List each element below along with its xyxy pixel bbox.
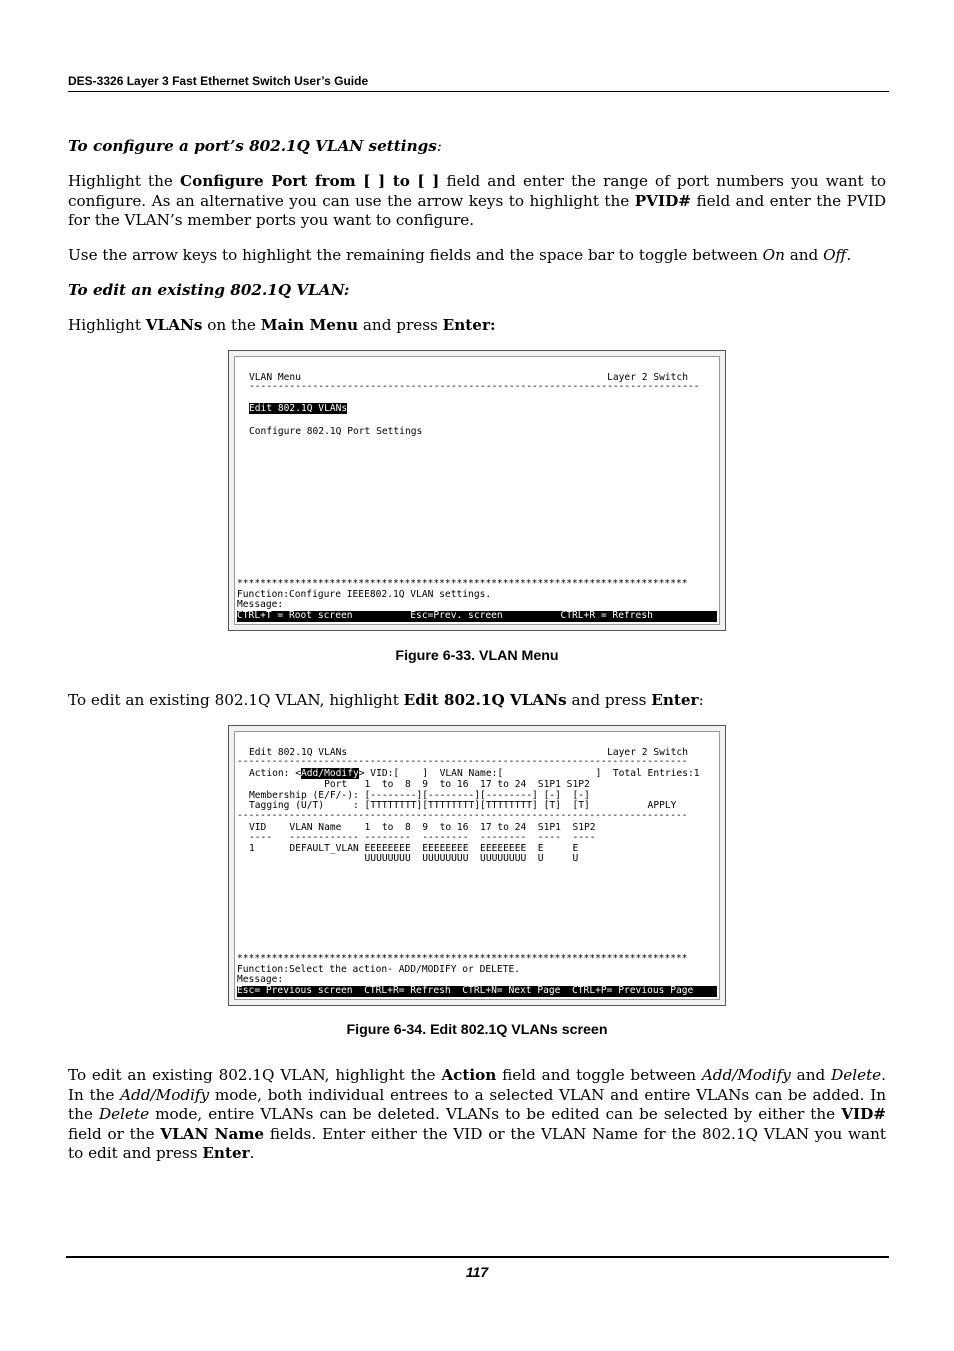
text-run: and press bbox=[358, 316, 443, 334]
bold-run: VLAN Name bbox=[160, 1124, 265, 1143]
text-run: on the bbox=[202, 316, 261, 334]
terminal-screen bbox=[234, 356, 720, 625]
menu-item-configure-port-settings[interactable]: Configure 802.1Q Port Settings bbox=[249, 426, 423, 437]
italic-run: Add/Modify bbox=[701, 1066, 791, 1084]
screen-title: VLAN Menu Layer 2 Switch bbox=[249, 372, 688, 383]
figure-caption-6-34: Figure 6-34. Edit 802.1Q VLANs screen bbox=[346, 1022, 608, 1038]
text-run: field and toggle between bbox=[496, 1066, 702, 1084]
bold-run: Enter: bbox=[442, 316, 496, 334]
heading-text: To configure a port’s 802.1Q VLAN settings bbox=[68, 137, 437, 155]
dash-separator: ------------------------------------------------------------------------------ bbox=[237, 756, 688, 767]
heading-colon: : bbox=[436, 137, 442, 155]
figure-caption-6-33: Figure 6-33. VLAN Menu bbox=[395, 648, 559, 664]
text-run: and press bbox=[566, 691, 652, 709]
text-run: mode, entire VLANs can be deleted. VLANs to be edited can be selected by either the bbox=[149, 1105, 842, 1123]
text-run: field and enter the PVID for the VLAN’s member ports you want to configure. bbox=[68, 191, 886, 229]
status-bar: CTRL+T = Root screen Esc=Prev. screen CTRL+R = Refresh bbox=[237, 611, 717, 622]
screen-title: Edit 802.1Q VLANs Layer 2 Switch bbox=[249, 747, 688, 758]
dash-separator: ------------------------------------------------------------------------------ bbox=[237, 810, 688, 821]
menu-item-label: Edit 802.1Q VLANs bbox=[249, 403, 348, 414]
bold-run: VID# bbox=[841, 1105, 887, 1123]
text-run: . In the bbox=[68, 1066, 886, 1104]
table-row-tagging: UUUUUUUU UUUUUUUU UUUUUUUU U U bbox=[249, 853, 579, 864]
vlan-table-header: VID VLAN Name 1 to 8 9 to 16 17 to 24 S1P1 S1P2 bbox=[249, 822, 596, 833]
paragraph-action-field bbox=[68, 1066, 886, 1164]
status-bar: Esc= Previous screen CTRL+R= Refresh CTRL+N= Next Page CTRL+P= Previous Page bbox=[237, 986, 717, 997]
page-number: 117 bbox=[465, 1264, 489, 1280]
vid-vlan-name-fields[interactable]: > VID:[ ] VLAN Name:[ ] Total Entries:1 bbox=[358, 768, 700, 779]
star-separator: ****************************************************************************** bbox=[237, 953, 688, 964]
paragraph-highlight-vlans bbox=[68, 316, 886, 336]
running-header: DES-3326 Layer 3 Fast Ethernet Switch User’s Guide bbox=[68, 74, 369, 88]
italic-run: Add/Modify bbox=[120, 1085, 210, 1104]
text-run: and bbox=[790, 1066, 832, 1084]
menu-item-edit-802-1q-vlans[interactable] bbox=[249, 404, 347, 415]
text-run: field or the bbox=[68, 1124, 161, 1143]
star-separator: ****************************************************************************** bbox=[237, 578, 688, 589]
text-run: . bbox=[249, 1144, 255, 1162]
paragraph-configure-port bbox=[68, 172, 886, 231]
text-run: . bbox=[846, 246, 852, 264]
text-run: Highlight bbox=[68, 316, 146, 334]
table-row[interactable]: 1 DEFAULT_VLAN EEEEEEEE EEEEEEEE EEEEEEEE E E bbox=[249, 843, 579, 854]
italic-run: Delete bbox=[98, 1105, 150, 1123]
terminal-screen bbox=[234, 731, 720, 1000]
bold-run: Action bbox=[441, 1066, 497, 1084]
edit-vlans-screenshot bbox=[228, 725, 726, 1006]
text-run: To edit an existing 802.1Q VLAN, highlight the bbox=[68, 1066, 442, 1084]
text-run: : bbox=[698, 691, 704, 709]
italic-run: On bbox=[762, 246, 785, 264]
italic-run: Off bbox=[823, 246, 847, 264]
dash-separator: ------------------------------------------------------------------------------ bbox=[249, 381, 700, 392]
bold-run: PVID# bbox=[634, 191, 691, 210]
bold-run: Edit 802.1Q VLANs bbox=[403, 691, 567, 709]
vlan-menu-screenshot bbox=[228, 350, 726, 631]
footer-rule bbox=[66, 1256, 889, 1258]
bold-run: Enter bbox=[202, 1144, 250, 1162]
text-run: fields. Enter either the VID or the VLAN Name for the 802.1Q VLAN you want to edit and press bbox=[68, 1124, 886, 1162]
tagging-line[interactable]: Tagging (U/T) : [TTTTTTTT][TTTTTTTT][TTTTTTTT] [T] [T] APPLY bbox=[249, 800, 677, 811]
text-run: Use the arrow keys to highlight the remaining fields and the space bar to toggle between bbox=[68, 246, 763, 264]
section-heading-edit-vlan: To edit an existing 802.1Q VLAN: bbox=[68, 281, 350, 299]
vlan-table-underline: ---- ------------ -------- -------- -------- ---- ---- bbox=[249, 832, 596, 843]
bold-run: VLANs bbox=[145, 316, 203, 334]
text-run: mode, both individual entrees to a selected VLAN and entire VLANs can be added. In the bbox=[68, 1085, 886, 1123]
message-line: Message: bbox=[237, 974, 284, 985]
paragraph-edit-intro bbox=[68, 691, 886, 711]
italic-run: Delete bbox=[831, 1066, 882, 1084]
membership-line[interactable]: Membership (E/F/-): [--------][--------][--------] [-] [-] bbox=[249, 790, 590, 801]
section-heading-configure-port bbox=[68, 137, 886, 157]
bold-run: Main Menu bbox=[260, 316, 359, 334]
header-rule bbox=[68, 91, 889, 92]
text-run: and bbox=[784, 246, 824, 264]
text-run: field and enter the range of port numbers you want to configure. As an alternative you can use the arrow keys to highlight the bbox=[68, 172, 886, 210]
bold-run: Configure Port from [ ] to [ ] bbox=[180, 172, 440, 190]
bold-run: Enter bbox=[651, 691, 699, 709]
text-run: To edit an existing 802.1Q VLAN, highlight bbox=[68, 691, 404, 709]
function-line: Function:Select the action- ADD/MODIFY or DELETE. bbox=[237, 964, 521, 975]
action-toggle[interactable]: Add/Modify bbox=[300, 768, 359, 779]
paragraph-arrow-keys bbox=[68, 246, 886, 266]
port-header-line: Port 1 to 8 9 to 16 17 to 24 S1P1 S1P2 bbox=[249, 779, 590, 790]
text-run: Highlight the bbox=[68, 172, 181, 190]
action-label: Action: < bbox=[249, 768, 301, 779]
message-line: Message: bbox=[237, 599, 284, 610]
function-line: Function:Configure IEEE802.1Q VLAN settings. bbox=[237, 589, 492, 600]
